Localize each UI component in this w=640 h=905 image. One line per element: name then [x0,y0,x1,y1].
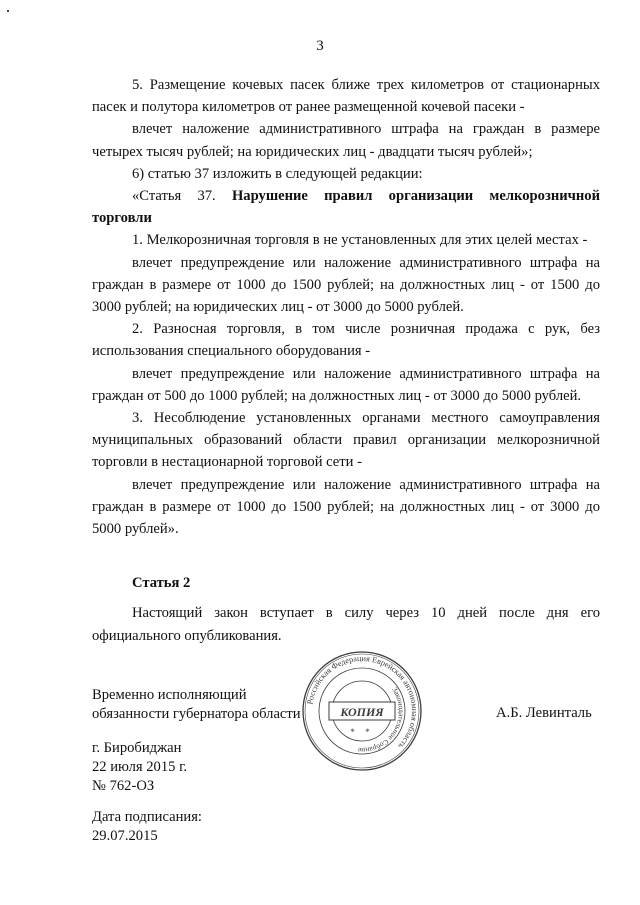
paragraph-6: 6) статью 37 изложить в следующей редакции: [132,165,423,182]
page-number: 3 [316,38,324,54]
article-37-item-3: 3. Несоблюдение установленных органами местного самоуправления муниципальных образований области правил организации мелкорозничной торговли в нестационарной торговой сети - [92,410,600,471]
article-2-text: Настоящий закон вступает в силу через 10 дней после дня его официального опубликования. [92,605,600,644]
article-37-item-1-penalty: влечет предупреждение или наложение административного штрафа на граждан в размере от 1000 до 1500 рублей; на должностных лиц - от 1500 до 3000 рублей; на юридических лиц - от 3000 до 5000 рублей. [92,254,600,316]
article-37-heading [92,185,600,229]
signing-date-block [92,808,202,846]
seal-outer-text: Российская Федерация Еврейская автономная область [305,653,420,751]
official-seal-stamp [300,649,424,773]
signature-position-line-2: обязанности губернатора области [92,706,301,722]
scan-speck [7,10,9,12]
place: г. Биробиджан [92,740,182,756]
place-and-date [92,739,187,796]
article-37-item-3-penalty: влечет предупреждение или наложение административного штрафа на граждан в размере от 1000 до 1500 рублей; на должностных лиц - от 3000 до 5000 рублей». [92,476,600,538]
article-37-title: Нарушение правил организации мелкорозничной торговли [92,188,600,227]
seal-center-text: КОПИЯ [340,705,384,719]
article-37-item-2: 2. Разносная торговля, в том числе розничная продажа с рук, без использования специального оборудования - [92,321,600,360]
law-body [92,74,600,647]
article-37-item-2-penalty: влечет предупреждение или наложение административного штрафа на граждан от 500 до 1000 рублей; на должностных лиц - от 3000 до 5000 рублей. [92,365,600,404]
signature-position-line-1: Временно исполняющий [92,687,247,703]
article-37-item-1: 1. Мелкорозничная торговля в не установленных для этих целей местах - [132,232,588,249]
signing-date-label: Дата подписания: [92,809,202,825]
seal-inner-text: Законодательное Собрание [357,685,407,756]
paragraph-5-penalty: влечет наложение административного штрафа на граждан в размере четырех тысяч рублей; на юридических лиц - двадцати тысяч рублей»; [92,121,600,160]
signing-date: 29.07.2015 [92,828,158,844]
article-37-prefix: «Статья 37. [132,188,216,205]
seal-stars: * * [350,727,374,737]
article-2-title: Статья 2 [132,575,191,592]
law-date: 22 июля 2015 г. [92,759,188,775]
law-number: № 762-ОЗ [92,778,155,794]
paragraph-5: 5. Размещение кочевых пасек ближе трех километров от стационарных пасек и полутора километров от ранее размещенной кочевой пасеки - [92,77,600,116]
signer-name: А.Б. Левинталь [496,705,592,721]
signature-position [92,686,301,724]
